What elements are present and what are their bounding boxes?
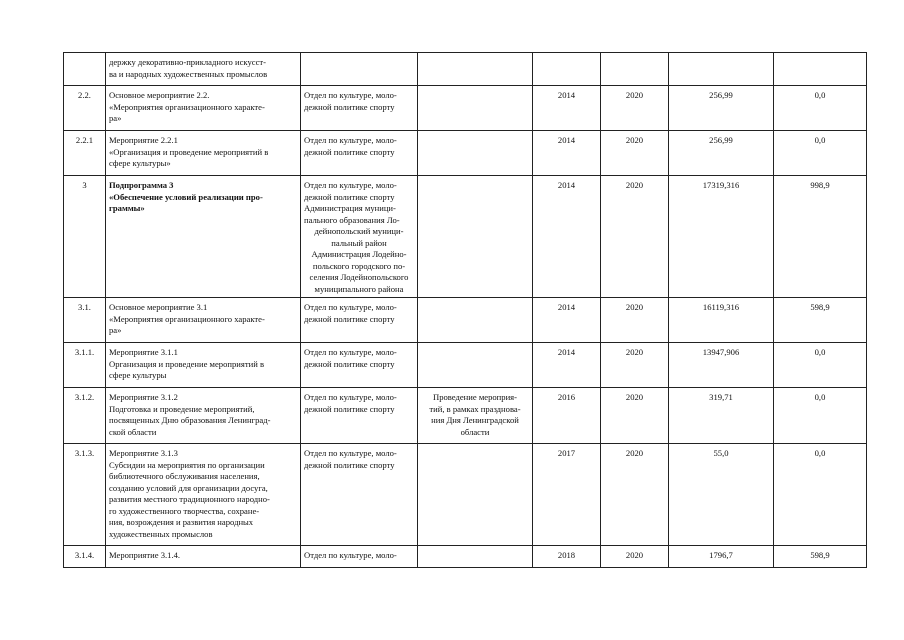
row-number-value: 3.1.4.: [74, 550, 95, 560]
executor-cell: [301, 131, 418, 176]
result-line: области: [460, 426, 490, 437]
activity-name-cell: [106, 86, 301, 131]
start-year-value: 2014: [557, 135, 576, 145]
result-cell: [418, 444, 533, 546]
start-year-value: 2017: [557, 448, 576, 458]
row-number-cell: [64, 546, 106, 568]
row-number-value: 2.2.1: [75, 135, 94, 145]
end-year-cell: [601, 86, 669, 131]
activity-name-line: Мероприятие 3.1.1: [109, 347, 178, 357]
activity-name-line: созданию условий для организации досуга,: [109, 482, 268, 493]
activity-name-line: сфере культуры»: [109, 158, 171, 168]
extra-amount-value: 0,0: [814, 347, 826, 357]
result-cell: [418, 176, 533, 298]
total-amount-cell: [669, 444, 774, 546]
activity-name-cell: [106, 176, 301, 298]
activity-name-line: «Мероприятия организационного характе-: [109, 313, 265, 324]
extra-amount-cell: [774, 298, 867, 343]
activity-name-line: Основное мероприятие 3.1: [109, 302, 208, 312]
extra-amount-value: 0,0: [814, 392, 826, 402]
start-year-cell: [533, 343, 601, 388]
executor-cell: [301, 343, 418, 388]
activity-name-line: ра»: [109, 325, 122, 335]
row-number-cell: [64, 176, 106, 298]
table-row: [64, 546, 867, 568]
activity-name-cell: [106, 546, 301, 568]
executor-line: польского городского по-: [312, 260, 406, 271]
table-row: [64, 53, 867, 86]
end-year-cell: [601, 388, 669, 444]
start-year-value: 2014: [557, 302, 576, 312]
extra-amount-value: 0,0: [814, 90, 826, 100]
table-row: [64, 131, 867, 176]
executor-line: пального образования Ло-: [304, 214, 400, 225]
total-amount-cell: [669, 298, 774, 343]
activity-name-line: сфере культуры: [109, 370, 167, 380]
activity-name-line: развития местного традиционного народно-: [109, 494, 270, 504]
executor-line: пальный район: [331, 237, 387, 248]
row-number-value: 3.1.1.: [74, 347, 95, 357]
executor-line: дежной политике спорту: [304, 403, 395, 414]
result-cell: [418, 86, 533, 131]
executor-line: муниципального района: [314, 283, 404, 294]
executor-line: Отдел по культуре, моло-: [304, 347, 397, 357]
activity-name-line: ской области: [109, 426, 157, 437]
activity-name-line: «Обеспечение условий реализации про-: [109, 191, 263, 202]
activity-name-cell: [106, 444, 301, 546]
executor-cell: [301, 444, 418, 546]
program-activities-table: [63, 52, 867, 568]
activity-name-line: ра»: [109, 113, 122, 123]
start-year-cell: [533, 298, 601, 343]
activity-name-line: держку декоративно-прикладного искусст-: [109, 57, 267, 67]
total-amount-value: 319,71: [709, 392, 733, 402]
result-cell: [418, 343, 533, 388]
executor-line: дежной политике спорту: [304, 191, 395, 202]
total-amount-cell: [669, 388, 774, 444]
total-amount-value: 17319,316: [702, 180, 740, 190]
result-line: Проведение мероприя-: [432, 392, 517, 402]
end-year-value: 2020: [625, 448, 644, 458]
total-amount-value: 256,99: [709, 135, 733, 145]
table-row: [64, 343, 867, 388]
executor-line: Администрация муници-: [304, 203, 396, 213]
end-year-cell: [601, 298, 669, 343]
row-number-cell: [64, 388, 106, 444]
activity-name-line: посвященных Дню образования Ленинград-: [109, 415, 271, 425]
end-year-value: 2020: [625, 550, 644, 560]
end-year-cell: [601, 53, 669, 86]
executor-line: дежной политике спорту: [304, 459, 395, 470]
start-year-value: 2014: [557, 180, 576, 190]
end-year-cell: [601, 546, 669, 568]
activity-name-cell: [106, 343, 301, 388]
extra-amount-cell: [774, 388, 867, 444]
table-row: [64, 298, 867, 343]
extra-amount-cell: [774, 176, 867, 298]
start-year-cell: [533, 176, 601, 298]
start-year-cell: [533, 131, 601, 176]
extra-amount-cell: [774, 444, 867, 546]
executor-line: Администрация Лодейно-: [311, 249, 407, 259]
activity-name-cell: [106, 53, 301, 86]
table-row: [64, 86, 867, 131]
executor-line: дежной политике спорту: [304, 313, 395, 324]
start-year-cell: [533, 53, 601, 86]
end-year-cell: [601, 444, 669, 546]
activity-name-line: «Организация и проведение мероприятий в: [109, 146, 269, 157]
extra-amount-cell: [774, 546, 867, 568]
activity-name-line: художественных промыслов: [109, 528, 213, 539]
executor-cell: [301, 298, 418, 343]
table-row: [64, 444, 867, 546]
start-year-cell: [533, 86, 601, 131]
end-year-value: 2020: [625, 347, 644, 357]
row-number-value: 2.2.: [78, 90, 91, 100]
executor-line: Отдел по культуре, моло-: [304, 392, 397, 402]
executor-line: Отдел по культуре, моло-: [304, 180, 397, 190]
total-amount-cell: [669, 86, 774, 131]
total-amount-cell: [669, 546, 774, 568]
total-amount-value: 256,99: [709, 90, 733, 100]
end-year-cell: [601, 343, 669, 388]
extra-amount-cell: [774, 53, 867, 86]
row-number-value: 3.1.3.: [74, 448, 95, 458]
start-year-value: 2016: [557, 392, 576, 402]
extra-amount-value: 598,9: [810, 302, 830, 312]
row-number-cell: [64, 444, 106, 546]
executor-line: селения Лодейнопольского: [309, 272, 409, 282]
start-year-value: 2014: [557, 347, 576, 357]
activity-name-line: ва и народных художественных промыслов: [109, 68, 268, 79]
row-number-value: 3.1.2.: [74, 392, 95, 402]
extra-amount-cell: [774, 86, 867, 131]
start-year-cell: [533, 444, 601, 546]
activity-name-line: Подпрограмма 3: [109, 180, 174, 190]
executor-cell: [301, 176, 418, 298]
total-amount-value: 1796,7: [709, 550, 733, 560]
result-cell: [418, 388, 533, 444]
executor-line: дежной политике спорту: [304, 358, 395, 369]
activity-name-line: граммы»: [109, 203, 145, 213]
extra-amount-cell: [774, 131, 867, 176]
end-year-value: 2020: [625, 90, 644, 100]
result-line: тий, в рамках празднова-: [429, 403, 521, 414]
end-year-value: 2020: [625, 135, 644, 145]
activity-name-cell: [106, 298, 301, 343]
end-year-value: 2020: [625, 302, 644, 312]
extra-amount-value: 598,9: [810, 550, 830, 560]
activity-name-line: Организация и проведение мероприятий в: [109, 358, 264, 369]
table-row: [64, 176, 867, 298]
executor-line: Отдел по культуре, моло-: [304, 448, 397, 458]
executor-line: Отдел по культуре, моло-: [304, 90, 397, 100]
end-year-value: 2020: [625, 392, 644, 402]
activity-name-line: Подготовка и проведение мероприятий,: [109, 403, 255, 414]
extra-amount-value: 0,0: [814, 448, 826, 458]
start-year-value: 2018: [557, 550, 576, 560]
activity-name-line: Мероприятие 2.2.1: [109, 135, 178, 145]
start-year-cell: [533, 388, 601, 444]
activity-name-line: библиотечного обслуживания населения,: [109, 471, 260, 481]
activity-name-cell: [106, 131, 301, 176]
executor-cell: [301, 53, 418, 86]
executor-line: Отдел по культуре, моло-: [304, 135, 397, 145]
row-number-cell: [64, 53, 106, 86]
activity-name-line: Мероприятие 3.1.4.: [109, 550, 181, 560]
table-body: [64, 53, 867, 568]
row-number-cell: [64, 298, 106, 343]
end-year-cell: [601, 131, 669, 176]
row-number-cell: [64, 343, 106, 388]
result-cell: [418, 131, 533, 176]
result-cell: [418, 546, 533, 568]
activity-name-line: Субсидии на мероприятия по организации: [109, 459, 265, 470]
activity-name-line: Мероприятие 3.1.3: [109, 448, 178, 458]
executor-line: дежной политике спорту: [304, 101, 395, 112]
activity-name-cell: [106, 388, 301, 444]
result-line: ния Дня Ленинградской: [431, 415, 519, 425]
executor-line: дейнопольский муници-: [314, 226, 404, 236]
executor-line: Отдел по культуре, моло-: [304, 550, 397, 560]
extra-amount-value: 998,9: [810, 180, 830, 190]
total-amount-cell: [669, 176, 774, 298]
row-number-value: 3: [82, 180, 87, 190]
activity-name-line: Мероприятие 3.1.2: [109, 392, 178, 402]
executor-line: дежной политике спорту: [304, 146, 395, 157]
activity-name-line: го художественного творчества, сохране-: [109, 505, 260, 516]
result-cell: [418, 298, 533, 343]
start-year-value: 2014: [557, 90, 576, 100]
activity-name-line: ния, возрождения и развития народных: [109, 517, 254, 527]
total-amount-cell: [669, 53, 774, 86]
row-number-value: 3.1.: [78, 302, 91, 312]
row-number-cell: [64, 86, 106, 131]
executor-cell: [301, 546, 418, 568]
result-cell: [418, 53, 533, 86]
activity-name-line: Основное мероприятие 2.2.: [109, 90, 210, 100]
end-year-value: 2020: [625, 180, 644, 190]
total-amount-value: 13947,906: [702, 347, 740, 357]
total-amount-cell: [669, 131, 774, 176]
activity-name-line: «Мероприятия организационного характе-: [109, 101, 265, 112]
total-amount-value: 55,0: [713, 448, 729, 458]
total-amount-cell: [669, 343, 774, 388]
extra-amount-cell: [774, 343, 867, 388]
total-amount-value: 16119,316: [702, 302, 740, 312]
start-year-cell: [533, 546, 601, 568]
executor-line: Отдел по культуре, моло-: [304, 302, 397, 312]
row-number-cell: [64, 131, 106, 176]
executor-cell: [301, 388, 418, 444]
executor-cell: [301, 86, 418, 131]
table-row: [64, 388, 867, 444]
end-year-cell: [601, 176, 669, 298]
extra-amount-value: 0,0: [814, 135, 826, 145]
